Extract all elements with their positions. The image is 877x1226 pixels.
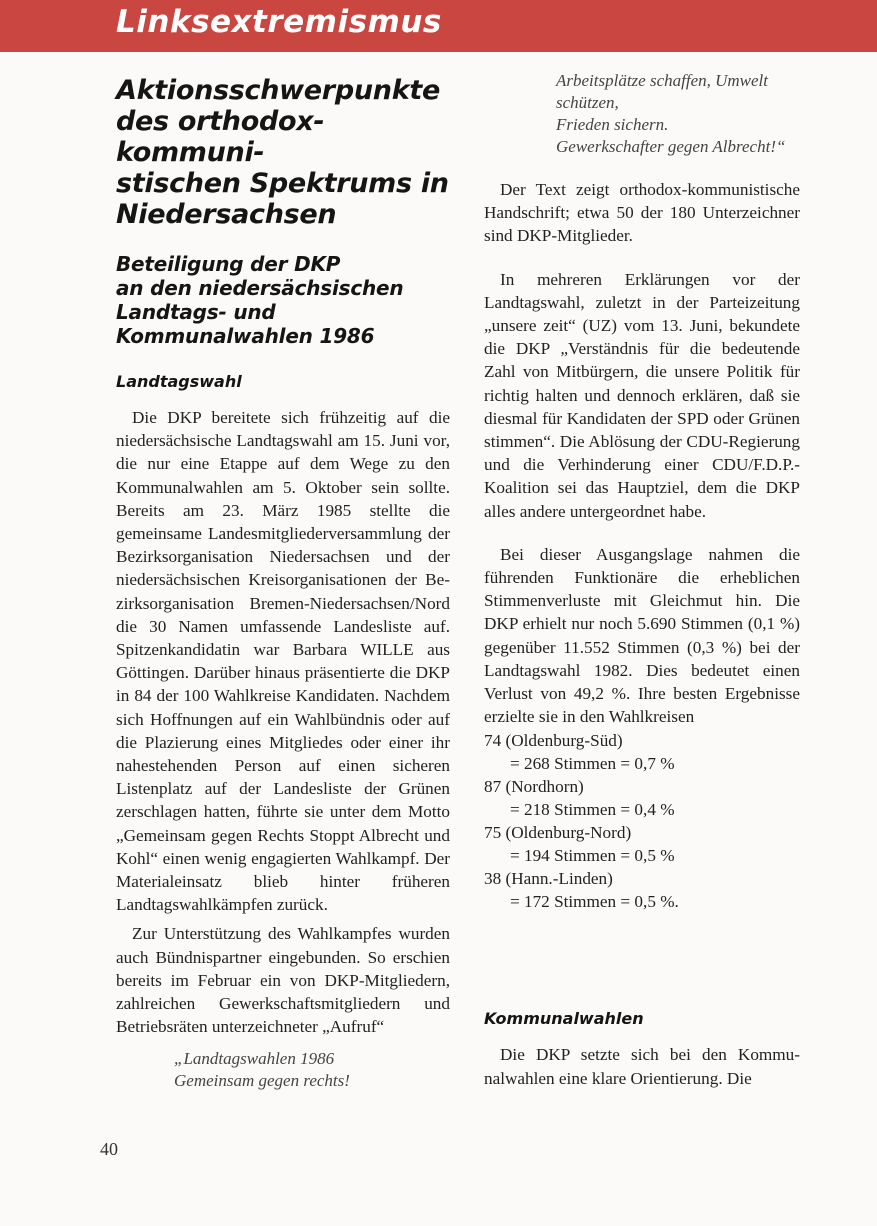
quote-line: Gewerkschafter gegen Albrecht!“	[556, 137, 786, 156]
quote-line: Frieden sichern.	[556, 115, 669, 134]
article-title-line: Niedersachsen	[116, 199, 337, 230]
result-district: 74 (Oldenburg-Süd)	[484, 731, 623, 751]
result-value: = 218 Stimmen = 0,4 %	[510, 800, 675, 820]
right-column	[484, 70, 800, 1090]
body-paragraph: Bei dieser Ausgangslage nahmen die führenden Funktionäre die erheblichen Stimmenverluste mit Gleichmut hin. Die DKP erhielt nur noch 5.690 Stimmen (0,1 %) gegenüber 11.552 Stimmen (0,3 %) bei der Landtagswahl 1982. Dies bedeutet einen Verlust von 49,2 %. Ihre besten Ergebnisse erzielte sie in den Wahlkreisen	[484, 544, 800, 727]
body-paragraph: Der Text zeigt orthodox-kommunistische Handschrift; etwa 50 der 180 Unterzeichner sind DKP-Mitglieder.	[484, 180, 800, 246]
article-subtitle-line: Kommunalwahlen 1986	[116, 324, 375, 348]
quote-line: Gemeinsam gegen rechts!	[174, 1071, 350, 1091]
article-subtitle	[116, 252, 450, 348]
result-district: 38 (Hann.-Linden)	[484, 869, 613, 889]
quote-block	[116, 1048, 450, 1092]
election-results-list	[484, 729, 800, 913]
article-subtitle-line: Beteiligung der DKP	[116, 252, 341, 276]
body-paragraph: Zur Unterstützung des Wahlkampfes wurden auch Bündnispartner eingebunden. So erschien bereits im Februar ein von DKP-Mitgliedern, zahlreichen Gewerkschaftsmitgliedern und Betriebsräten unterzeichneter „Aufruf“	[116, 924, 450, 1037]
result-value: = 268 Stimmen = 0,7 %	[510, 754, 675, 774]
body-paragraph: In mehreren Erklärungen vor der Landtagswahl, zuletzt in der Parteizeitung „unsere zeit“ (UZ) vom 13. Juni, bekundete die DKP „Verständnis für die bedeutende Zahl von Mitbürgern, die unsere Politik für richtig halten und dennoch erklären, daß sie diesmal für Kandidaten der SPD oder Grünen stimmen“. Die Ablösung der CDU-Regierung und die Verhinderung einer CDU/F.D.P.-Koalition sei das Hauptziel, dem die DKP alles andere untergeordnet habe.	[484, 269, 800, 521]
section-banner	[0, 0, 877, 52]
section-title: Linksextremismus	[116, 4, 442, 40]
body-paragraph: Die DKP bereitete sich frühzeitig auf die niedersächsische Landtagswahl am 15. Juni vor, die nur eine Etappe auf dem Wege zu den Kommunalwahlen am 5. Oktober sein sollte. Bereits am 23. März 1985 stellte die gemeinsame Landesmitgliederversammlung der Bezirksorganisation Niedersachsen und der niedersächsischen Kreisorganisationen der Bezirksorganisation Bremen-Niedersachsen/Nord die 30 Namen umfassende Landesliste auf. Spitzenkandidatin war Barbara WILLE aus Göttingen. Darüber hinaus präsentierte die DKP in 84 der 100 Wahlkreise Kandidaten. Nachdem sich Hoffnungen auf ein Wahlbündnis oder auf die Plazierung eines Mitgliedes oder einer ihr nahestehenden Person auf einen sicheren Listenplatz auf der Landesliste der Grünen zerschlagen hatten, führte sie unter dem Motto „Gemeinsam gegen Rechts Stoppt Albrecht und Kohl“ einen wenig engagierten Wahlkampf. Der Materialeinsatz blieb hinter früheren Landtagswahlkämpfen zurück.	[116, 408, 450, 915]
article-subtitle-line: an den niedersächsischen	[116, 276, 404, 300]
article-title-line: des orthodox-kommuni-	[116, 106, 325, 168]
page-number: 40	[100, 1139, 118, 1159]
left-column	[116, 70, 450, 1092]
result-district: 75 (Oldenburg-Nord)	[484, 823, 632, 843]
article-title-line: stischen Spektrums in	[116, 168, 449, 199]
result-district: 87 (Nordhorn)	[484, 777, 584, 797]
body-paragraph: Die DKP setzte sich bei den Kommunalwahlen eine klare Orientierung. Die	[484, 1045, 800, 1088]
article-title	[116, 75, 450, 230]
quote-line: „Landtagswahlen 1986	[174, 1049, 335, 1069]
quote-block-continued	[484, 70, 800, 158]
result-value: = 172 Stimmen = 0,5 %.	[510, 892, 679, 912]
article-subtitle-line: Landtags- und	[116, 300, 276, 324]
quote-line: Arbeitsplätze schaffen, Umwelt schützen,	[556, 71, 769, 112]
article-title-line: Aktionsschwerpunkte	[116, 75, 440, 106]
section-heading-landtagswahl: Landtagswahl	[116, 372, 242, 391]
section-heading-kommunalwahlen: Kommunalwahlen	[484, 1009, 644, 1029]
result-value: = 194 Stimmen = 0,5 %	[510, 846, 675, 866]
